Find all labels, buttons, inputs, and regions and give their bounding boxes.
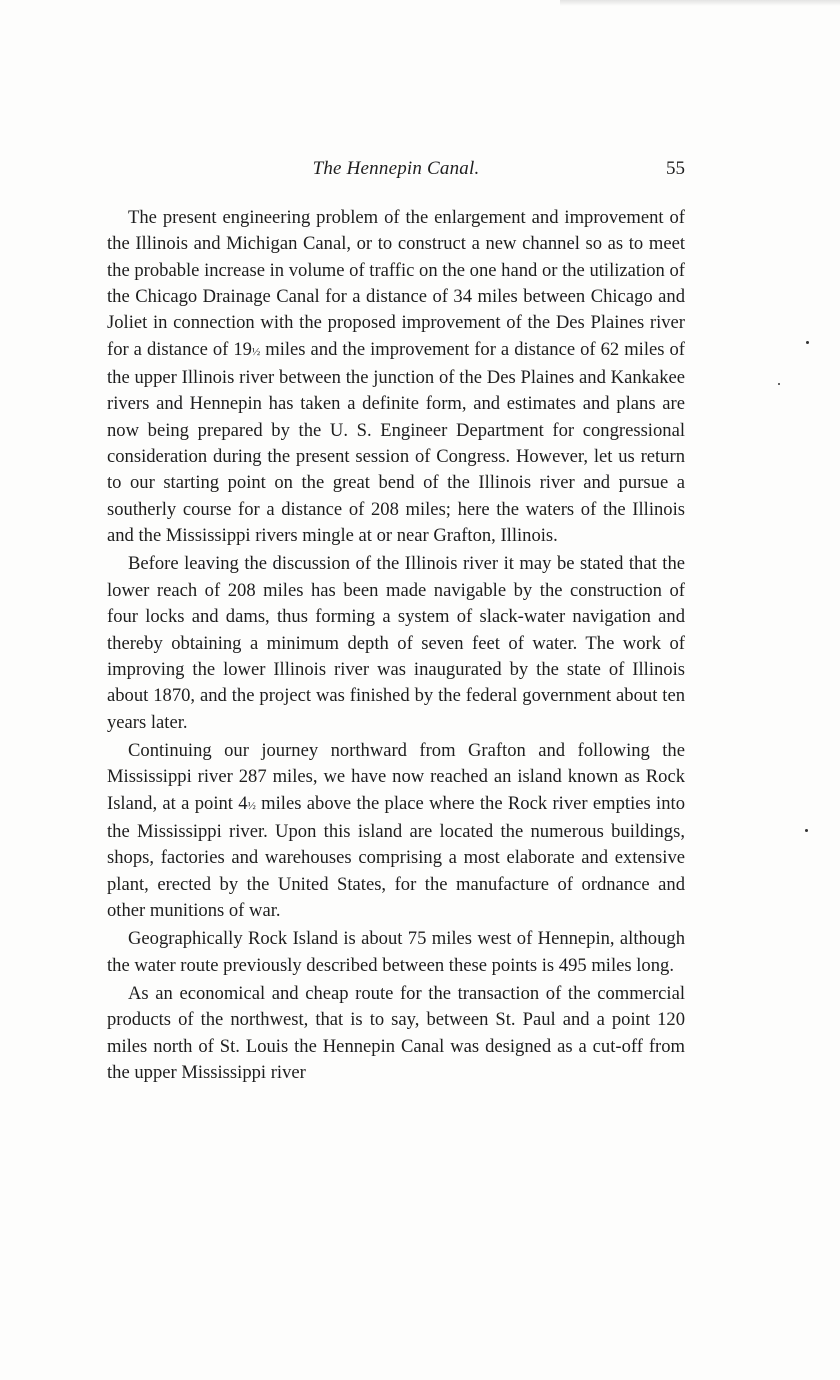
fraction-half: ½ (247, 799, 256, 812)
paragraph-3 (107, 738, 685, 924)
paragraph-1-text-a: The present engineering problem of the enlargement and improvement of the Illinois and Michigan Canal, or to construct a new channel so as to meet the probable increase in volume of traffic on the one hand or the utilization of the Chicago Drainage Canal for a distance of 34 miles between Chicago and Joliet in connection with the proposed improvement of the Des Plaines river for a distance of 19 (107, 207, 685, 360)
page-number: 55 (666, 158, 685, 179)
page-edge-shadow (560, 0, 840, 6)
running-title: The Hennepin Canal. (312, 158, 480, 179)
scan-speck (806, 341, 809, 344)
paragraph-2: Before leaving the discussion of the Illinois river it may be stated that the lower reach of 208 miles has been made navigable by the construction of four locks and dams, thus forming a system of slack-water navigation and thereby obtaining a minimum depth of seven feet of water. The work of improving the lower Illinois river was inaugurated by the state of Illinois about 1870, and the project was finished by the federal government about ten years later. (107, 553, 685, 733)
paragraph-1 (107, 205, 685, 549)
paragraph-5: As an economical and cheap route for the transaction of the commercial products of the northwest, that is to say, between St. Paul and a point 120 miles north of St. Louis the Hennepin Canal was designed as a cut-off from the upper Mississippi river (107, 982, 685, 1083)
paragraph-1-text-b: miles and the improvement for a distance of 62 miles of the upper Illinois river between the junction of the Des Plaines and Kankakee rivers and Hennepin has taken a definite form, and estimates and plans are now being prepared by the U. S. Engineer Department for congressional consideration during the present session of Congress. However, let us return to our starting point on the great bend of the Illinois river and pursue a southerly course for a distance of 208 miles; here the waters of the Illinois and the Mississippi rivers mingle at or near Grafton, Illinois. (107, 338, 685, 547)
paragraph-3-text-a: Continuing our journey northward from Grafton and following the Mississippi river 287 miles, we have now reached an island known as Rock Island, at a point 4 (107, 739, 685, 814)
paragraph-4: Geographically Rock Island is about 75 miles west of Hennepin, although the water route previously described between these points is 495 miles long. (107, 928, 685, 976)
page-header (107, 158, 685, 188)
scan-speck (778, 383, 780, 385)
scan-speck (805, 829, 808, 832)
body-text (107, 205, 685, 1086)
paragraph-3-text-b: miles above the place where the Rock river empties into the Mississippi river. Upon this island are located the numerous buildings, shops, factories and warehouses comprising a most elaborate and extensive plant, erected by the United States, for the manufacture of ordnance and other munitions of war. (107, 792, 685, 921)
fraction-half: ½ (251, 345, 261, 358)
